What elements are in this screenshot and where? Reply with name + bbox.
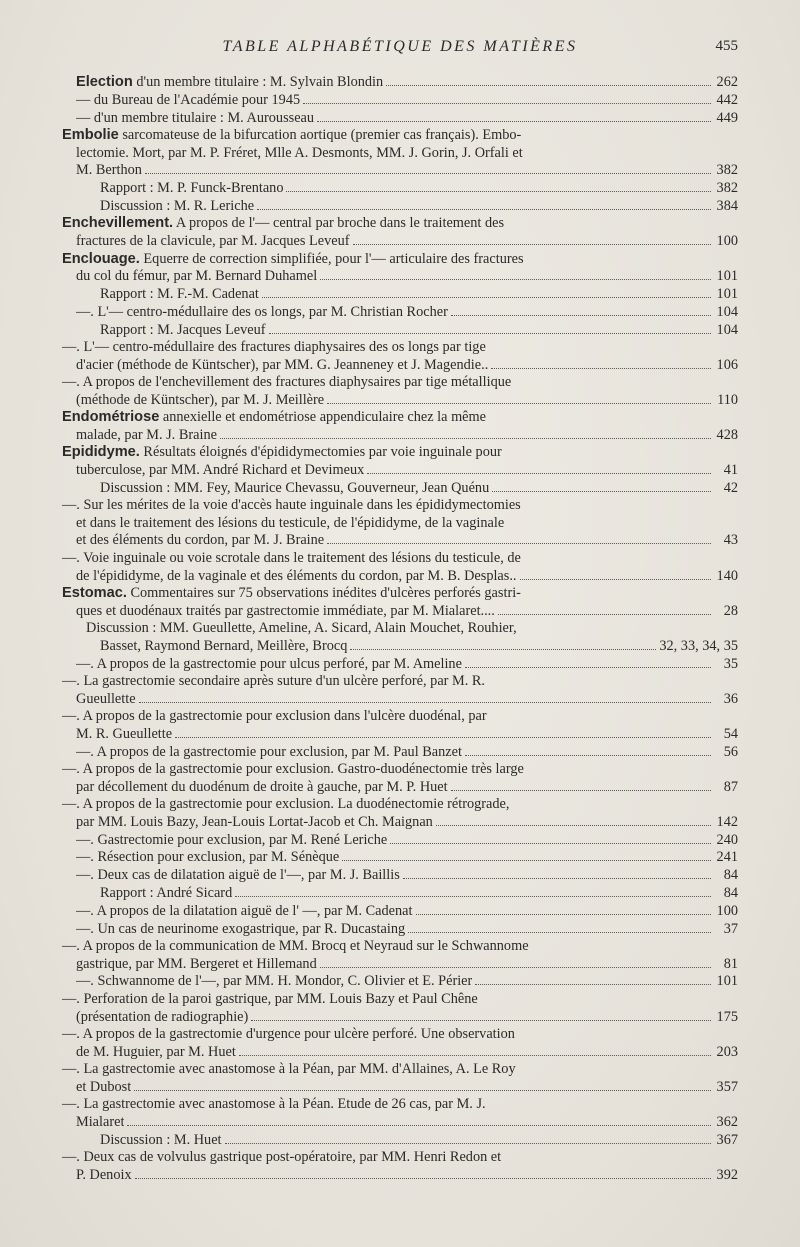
entry-text: Mialaret [76, 1113, 125, 1130]
entry-text: —. L'— centro-médullaire des os longs, par M. Christian Rocher [76, 303, 448, 320]
entry-text: Discussion : MM. Fey, Maurice Chevassu, Gouverneur, Jean Quénu [100, 479, 490, 496]
entry-line [100, 1131, 738, 1149]
page-number: 455 [715, 38, 738, 54]
entry-line [76, 902, 738, 920]
entry-line [62, 1025, 738, 1043]
entry-page-number: 428 [716, 427, 738, 443]
entry-line [62, 708, 738, 725]
dot-leader [220, 427, 711, 439]
index-entry [62, 708, 738, 743]
entry-text: —. A propos de la gastrectomie d'urgence pour ulcère perforé. Une observation [62, 1025, 515, 1042]
entry-line [76, 427, 738, 445]
entry-page-number: 362 [716, 1113, 738, 1130]
entry-line [76, 462, 738, 480]
entry-page-number: 382 [716, 180, 738, 197]
entry-line [62, 584, 738, 602]
entry-line [76, 1166, 738, 1184]
entry-text: Enchevillement. A propos de l'— central par broche dans le traitement des [62, 215, 505, 232]
entry-line [76, 867, 738, 885]
index-entry [62, 127, 738, 179]
entry-line [76, 690, 738, 708]
entry-line [62, 409, 738, 426]
entry-line [76, 74, 738, 92]
entry-line [62, 1096, 738, 1113]
entry-text: de l'épididyme, de la vaginale et des éléments du cordon, par M. B. Desplas.. [76, 567, 517, 584]
entry-text: —. A propos de la gastrectomie pour exclusion, par M. Paul Banzet [76, 743, 462, 760]
entry-text: —. A propos de la dilatation aiguë de l' —, par M. Cadenat [76, 902, 413, 919]
index-entry [62, 585, 738, 620]
entry-line [100, 479, 738, 497]
entry-line [76, 849, 738, 867]
index-entry [62, 973, 738, 991]
entry-line [76, 515, 738, 532]
entry-line [76, 920, 738, 938]
entry-page-number: 106 [716, 356, 738, 373]
entry-line [76, 655, 738, 673]
dot-leader [451, 778, 711, 790]
dot-leader [353, 233, 712, 245]
index-subentry [62, 180, 738, 198]
dot-leader [491, 356, 711, 368]
index-subentry [62, 286, 738, 304]
entry-line [62, 215, 738, 232]
entry-page-number: 110 [717, 391, 738, 408]
entry-line [76, 110, 738, 128]
entry-page-number: 449 [716, 110, 738, 126]
dot-leader [403, 867, 711, 879]
entry-page-number: 241 [716, 849, 738, 866]
entry-line [100, 637, 738, 655]
entry-text: par MM. Louis Bazy, Jean-Louis Lortat-Jacob et Ch. Maignan [76, 813, 433, 830]
entry-page-number: 36 [723, 690, 738, 707]
index-entry [62, 92, 738, 110]
index-entry [62, 444, 738, 479]
dot-leader [317, 110, 711, 122]
running-head [62, 38, 738, 60]
entry-line [76, 602, 738, 620]
index-subentry [62, 321, 738, 339]
entry-line [62, 374, 738, 391]
entry-text: —. Résection pour exclusion, par M. Sénèque [76, 849, 340, 866]
entry-line [76, 268, 738, 286]
entry-text: M. R. Gueullette [76, 725, 173, 742]
entry-text: d'acier (méthode de Küntscher), par MM. G. Jeanneney et J. Magendie.. [76, 356, 489, 373]
entry-text: —. A propos de la gastrectomie pour exclusion. Gastro-duodénectomie très large [62, 760, 524, 777]
entry-text: — du Bureau de l'Académie pour 1945 [76, 92, 301, 109]
dot-leader [303, 92, 711, 104]
entry-page-number: 392 [716, 1166, 738, 1183]
dot-leader [286, 180, 711, 192]
dot-leader [465, 655, 711, 667]
entry-text: gastrique, par MM. Bergeret et Hillemand [76, 955, 317, 972]
dot-leader [327, 391, 711, 403]
entry-page-number: 101 [716, 973, 738, 990]
entry-text: ques et duodénaux traités par gastrectomie immédiate, par M. Mialaret.... [76, 602, 495, 619]
dot-leader [367, 462, 711, 474]
index-subentry [62, 479, 738, 497]
entry-line [86, 619, 738, 637]
index-entries [62, 74, 738, 1184]
dot-leader [436, 813, 711, 825]
dot-leader [498, 602, 711, 614]
entry-page-number: 41 [723, 462, 738, 479]
entry-page-number: 37 [723, 920, 738, 937]
dot-leader [475, 973, 711, 985]
entry-text: M. Berthon [76, 162, 142, 179]
index-entry [62, 215, 738, 250]
dot-leader [416, 902, 712, 914]
entry-line [76, 356, 738, 374]
entry-line [76, 303, 738, 321]
entry-text: et dans le traitement des lésions du testicule, de l'épididyme, de la vaginale [76, 514, 505, 531]
index-entry [62, 831, 738, 849]
entry-line [62, 760, 738, 778]
entry-text: —. A propos de la gastrectomie pour ulcus perforé, par M. Ameline [76, 655, 462, 672]
dot-leader [239, 1043, 711, 1055]
entry-page-number: 367 [716, 1131, 738, 1148]
entry-text: Rapport : M. F.-M. Cadenat [100, 286, 259, 303]
entry-page-number: 84 [723, 867, 738, 884]
entry-line [62, 1149, 738, 1166]
dot-leader [386, 74, 711, 86]
entry-page-number: 32, 33, 34, 35 [659, 637, 738, 654]
entry-page-number: 357 [716, 1078, 738, 1095]
index-entry [62, 1096, 738, 1131]
dot-leader [225, 1131, 711, 1143]
index-entry [62, 902, 738, 920]
entry-line [76, 725, 738, 743]
dot-leader [520, 567, 712, 579]
index-subentry [62, 198, 738, 216]
entry-line [62, 937, 738, 955]
index-entry [62, 867, 738, 885]
entry-page-number: 56 [723, 743, 738, 760]
entry-text: —. La gastrectomie avec anastomose à la Péan, par MM. d'Allaines, A. Le Roy [62, 1061, 516, 1077]
dot-leader [134, 1078, 711, 1090]
dot-leader [408, 920, 711, 932]
entry-text: Gueullette [76, 690, 136, 707]
entry-text: —. Sur les mérites de la voie d'accès haute inguinale dans les épididymectomies [62, 497, 521, 514]
entry-text: P. Denoix [76, 1166, 132, 1183]
entry-text: malade, par M. J. Braine [76, 427, 217, 443]
entry-page-number: 384 [716, 198, 738, 215]
entry-page-number: 382 [716, 162, 738, 179]
entry-page-number: 104 [716, 321, 738, 338]
index-entry [62, 938, 738, 973]
entry-page-number: 442 [716, 92, 738, 109]
index-entry [62, 74, 738, 92]
entry-text: (méthode de Küntscher), par M. J. Meillère [76, 391, 325, 408]
entry-text: du col du fémur, par M. Bernard Duhamel [76, 268, 318, 285]
entry-line [62, 1061, 738, 1078]
entry-text: Discussion : M. R. Leriche [100, 198, 255, 215]
entry-text: lectomie. Mort, par M. P. Fréret, Mlle A. Desmonts, MM. J. Gorin, J. Orfali et [76, 144, 523, 161]
entry-text: Discussion : M. Huet [100, 1131, 222, 1148]
entry-page-number: 28 [723, 602, 738, 619]
entry-line [76, 955, 738, 973]
entry-text: —. Deux cas de volvulus gastrique post-opératoire, par MM. Henri Redon et [62, 1149, 502, 1166]
entry-text: Rapport : M. Jacques Leveuf [100, 321, 266, 338]
entry-text: et Dubost [76, 1078, 132, 1095]
dot-leader [262, 286, 711, 298]
index-entry [62, 796, 738, 831]
index-subentry [62, 620, 738, 655]
entry-text: —. La gastrectomie avec anastomose à la Péan. Etude de 26 cas, par M. J. [62, 1096, 486, 1113]
entry-page-number: 35 [723, 655, 738, 672]
index-entry [62, 655, 738, 673]
entry-line [76, 1078, 738, 1096]
index-entry [62, 920, 738, 938]
entry-line [62, 497, 738, 514]
dot-leader [465, 743, 711, 755]
entry-page-number: 87 [723, 778, 738, 795]
entry-text: —. Voie inguinale ou voie scrotale dans le traitement des lésions du testicule, de [62, 549, 521, 566]
index-entry [62, 1061, 738, 1096]
dot-leader [320, 268, 711, 280]
index-entry [62, 673, 738, 708]
entry-text: (présentation de radiographie) [76, 1008, 249, 1025]
entry-line [62, 672, 738, 690]
index-subentry [62, 1131, 738, 1149]
entry-page-number: 142 [716, 813, 738, 830]
entry-line [100, 321, 738, 339]
dot-leader [342, 849, 711, 861]
entry-text: Rapport : M. P. Funck-Brentano [100, 180, 284, 197]
entry-line [76, 567, 738, 585]
dot-leader [269, 321, 711, 333]
entry-line [62, 444, 738, 461]
index-entry [62, 409, 738, 444]
index-entry [62, 550, 738, 585]
entry-line [76, 813, 738, 831]
entry-line [100, 198, 738, 216]
entry-line [100, 180, 738, 198]
index-entry [62, 761, 738, 796]
entry-page-number: 42 [723, 479, 738, 496]
entry-line [76, 1113, 738, 1131]
entry-line [62, 250, 738, 268]
index-subentry [62, 885, 738, 903]
entry-text: Basset, Raymond Bernard, Meillère, Brocq [100, 637, 348, 654]
entry-text: —. A propos de l'enchevillement des fractures diaphysaires par tige métallique [62, 374, 512, 391]
entry-line [76, 778, 738, 796]
dot-leader [145, 162, 711, 174]
entry-text: de M. Huguier, par M. Huet [76, 1043, 236, 1060]
entry-text: —. Un cas de neurinome exogastrique, par R. Ducastaing [76, 920, 406, 937]
entry-text: —. L'— centro-médullaire des fractures diaphysaires des os longs par tige [62, 338, 486, 355]
dot-leader [135, 1166, 711, 1178]
dot-leader [390, 831, 711, 843]
dot-leader [235, 885, 711, 897]
entry-text: —. A propos de la gastrectomie pour exclusion dans l'ulcère duodénal, par [62, 708, 487, 724]
index-entry [62, 303, 738, 321]
dot-leader [257, 198, 711, 210]
entry-text: Estomac. Commentaires sur 75 observations inédites d'ulcères perforés gastri- [62, 584, 521, 601]
dot-leader [251, 1008, 711, 1020]
entry-line [62, 990, 738, 1008]
entry-line [100, 286, 738, 304]
entry-line [76, 92, 738, 110]
entry-text: —. Schwannome de l'—, par MM. H. Mondor, C. Olivier et E. Périer [76, 973, 473, 990]
entry-line [76, 391, 738, 409]
entry-text: Endométriose annexielle et endométriose appendiculaire chez la même [62, 409, 486, 426]
index-entry [62, 251, 738, 286]
index-entry [62, 743, 738, 761]
entry-line [62, 549, 738, 567]
entry-text: —. Perforation de la paroi gastrique, par MM. Louis Bazy et Paul Chêne [62, 990, 478, 1007]
entry-line [62, 338, 738, 356]
entry-text: —. A propos de la gastrectomie pour exclusion. La duodénectomie rétrograde, [62, 796, 510, 813]
entry-text: Epididyme. Résultats éloignés d'épididymectomies par voie inguinale pour [62, 444, 502, 461]
entry-text: par décollement du duodénum de droite à gauche, par M. P. Huet [76, 778, 448, 795]
entry-page-number: 84 [723, 884, 738, 901]
index-entry [62, 1149, 738, 1184]
entry-text: Rapport : André Sicard [100, 884, 233, 901]
dot-leader [451, 303, 711, 315]
entry-line [76, 233, 738, 251]
dot-leader [350, 637, 656, 649]
entry-line [76, 145, 738, 162]
entry-page-number: 203 [716, 1043, 738, 1060]
entry-page-number: 175 [716, 1008, 738, 1025]
entry-page-number: 81 [723, 955, 738, 972]
index-entry [62, 374, 738, 409]
entry-text: —. Deux cas de dilatation aiguë de l'—, par M. J. Baillis [76, 867, 400, 884]
entry-line [76, 973, 738, 991]
entry-line [76, 532, 738, 550]
entry-text: Discussion : MM. Gueullette, Ameline, A. Sicard, Alain Mouchet, Rouhier, [86, 619, 517, 636]
entry-text: —. Gastrectomie pour exclusion, par M. René Leriche [76, 831, 388, 848]
entry-page-number: 54 [723, 725, 738, 742]
entry-text: — d'un membre titulaire : M. Aurousseau [76, 110, 315, 126]
index-entry [62, 849, 738, 867]
dot-leader [127, 1113, 711, 1125]
entry-text: tuberculose, par MM. André Richard et Devimeux [76, 462, 365, 479]
index-entry [62, 497, 738, 549]
entry-line [76, 162, 738, 180]
entry-text: —. A propos de la communication de MM. Brocq et Neyraud sur le Schwannome [62, 937, 529, 954]
entry-page-number: 100 [716, 902, 738, 919]
index-entry [62, 110, 738, 128]
entry-line [76, 1043, 738, 1061]
entry-line [76, 743, 738, 761]
index-entry [62, 991, 738, 1026]
entry-text: fractures de la clavicule, par M. Jacques Leveuf [76, 233, 350, 250]
running-head-title: TABLE ALPHABÉTIQUE DES MATIÈRES [222, 38, 578, 55]
entry-line [62, 127, 738, 144]
index-entry [62, 339, 738, 374]
entry-text: —. La gastrectomie secondaire après suture d'un ulcère perforé, par M. R. [62, 672, 485, 689]
entry-page-number: 101 [716, 268, 738, 285]
entry-page-number: 262 [716, 74, 738, 91]
dot-leader [492, 479, 711, 491]
dot-leader [139, 690, 711, 702]
dot-leader [327, 532, 711, 544]
entry-page-number: 101 [716, 286, 738, 303]
entry-page-number: 240 [716, 831, 738, 848]
index-entry [62, 1026, 738, 1061]
entry-page-number: 100 [716, 233, 738, 250]
entry-text: Election d'un membre titulaire : M. Sylvain Blondin [76, 74, 384, 91]
entry-line [76, 831, 738, 849]
entry-line [100, 885, 738, 903]
entry-text: Embolie sarcomateuse de la bifurcation aortique (premier cas français). Embo- [62, 127, 522, 144]
dot-leader [320, 955, 711, 967]
entry-line [76, 1008, 738, 1026]
entry-page-number: 140 [716, 567, 738, 584]
entry-page-number: 104 [716, 303, 738, 320]
entry-line [62, 796, 738, 813]
entry-page-number: 43 [723, 532, 738, 549]
entry-text: Enclouage. Equerre de correction simplifiée, pour l'— articulaire des fractures [62, 250, 524, 267]
entry-text: et des éléments du cordon, par M. J. Braine [76, 532, 325, 549]
dot-leader [175, 725, 711, 737]
